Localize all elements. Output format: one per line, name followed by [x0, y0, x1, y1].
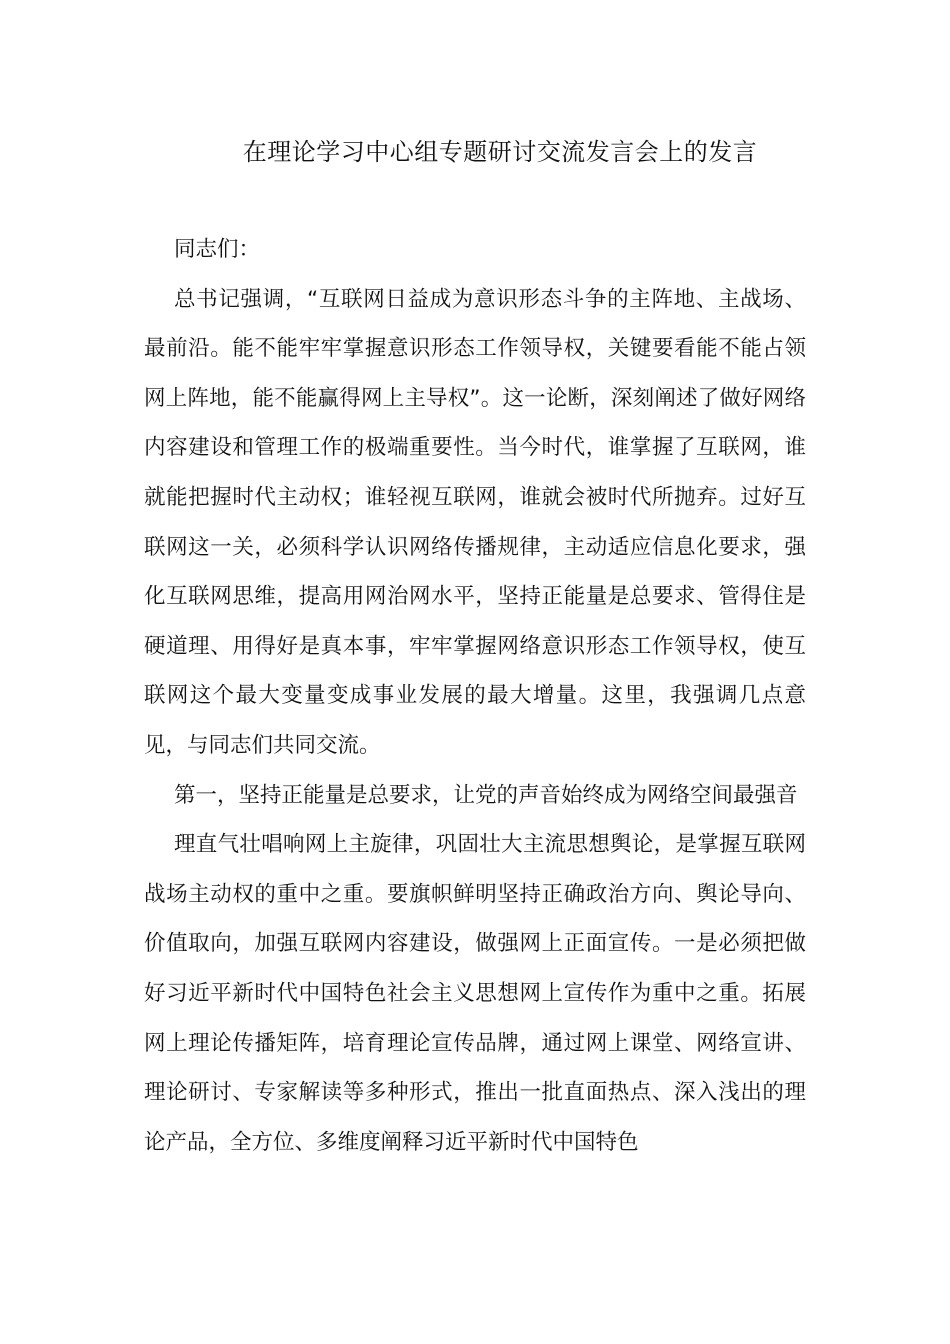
salutation-paragraph: 同志们： [174, 237, 261, 262]
document-body [144, 225, 806, 1167]
section-body-paragraph: 理直气壮唱响网上主旋律，巩固壮大主流思想舆论，是掌握互联网战场主动权的重中之重。要旗帜鲜明坚持正确政治方向、舆论导向、价值取向，加强互联网内容建设，做强网上正面宣传。一是必须把做好习近平新时代中国特色社会主义思想网上宣传作为重中之重。拓展网上理论传播矩阵，培育理论宣传品牌，通过网上课堂、网络宣讲、理论研讨、专家解读等多种形式，推出一批直面热点、深入浅出的理论产品，全方位、多维度阐释习近平新时代中国特色 [144, 832, 806, 1155]
section-heading-paragraph: 第一，坚持正能量是总要求，让党的声音始终成为网络空间最强音 [174, 782, 798, 808]
document-title: 在理论学习中心组专题研讨交流发言会上的发言 [242, 138, 758, 166]
intro-paragraph: 总书记强调，“互联网日益成为意识形态斗争的主阵地、主战场、最前沿。能不能牢牢掌握意识形态工作领导权，关键要看能不能占领网上阵地，能不能赢得网上主导权”。这一论断，深刻阐述了做好网络内容建设和管理工作的极端重要性。当今时代，谁掌握了互联网，谁就能把握时代主动权；谁轻视互联网，谁就会被时代所抛弃。过好互联网这一关，必须科学认识网络传播规律，主动适应信息化要求，强化互联网思维，提高用网治网水平，坚持正能量是总要求、管得住是硬道理、用得好是真本事，牢牢掌握网络意识形态工作领导权，使互联网这个最大变量变成事业发展的最大增量。这里，我强调几点意见，与同志们共同交流。 [144, 286, 806, 758]
